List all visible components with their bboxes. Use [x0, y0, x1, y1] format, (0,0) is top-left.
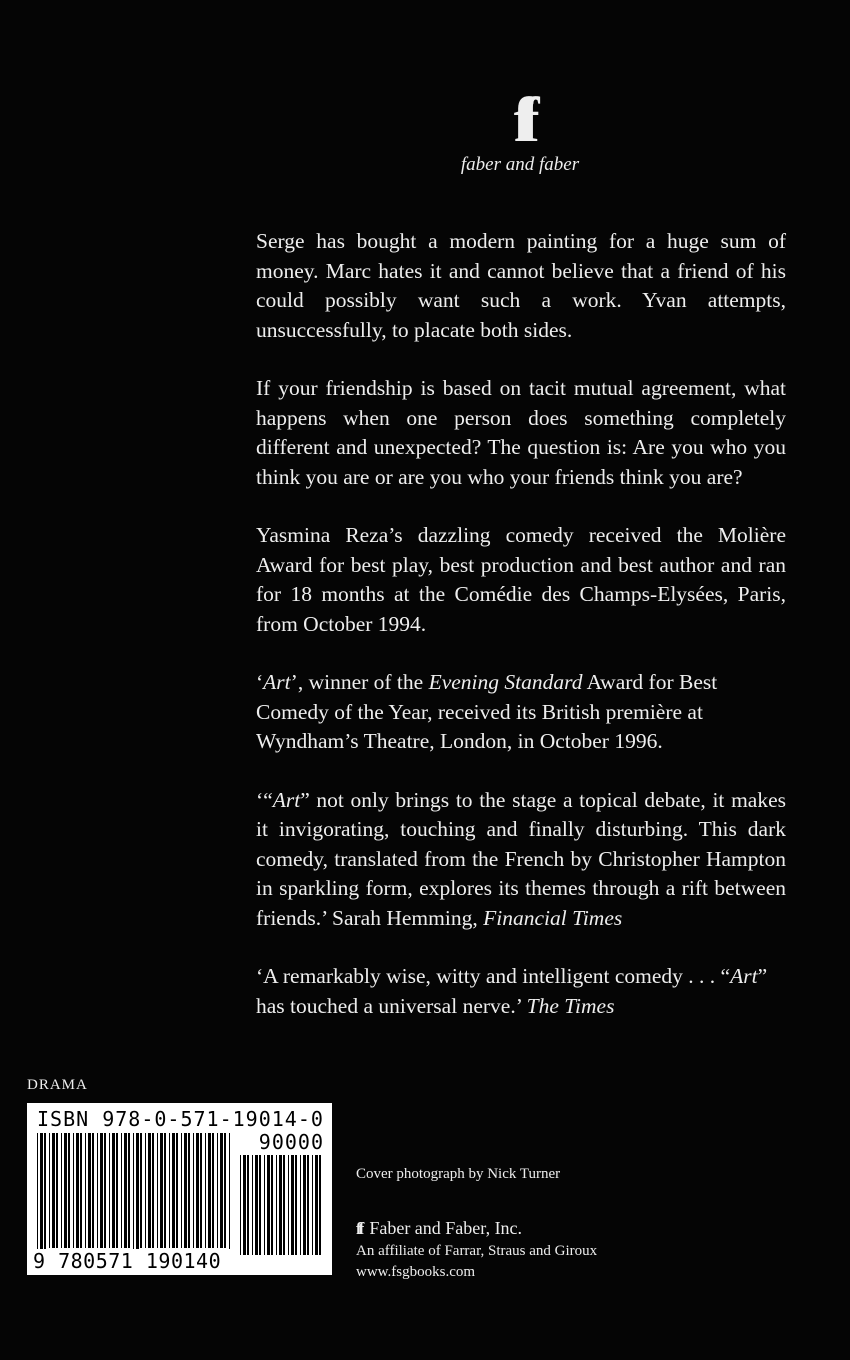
barcode-bar: [61, 1133, 62, 1248]
barcode-bar: [37, 1133, 38, 1258]
barcode-bar: [212, 1133, 214, 1248]
barcode-bar: [279, 1155, 282, 1255]
quote-open: ‘“: [256, 787, 273, 812]
isbn-text: ISBN 978-0-571-19014-0: [37, 1107, 324, 1131]
barcode-bar: [112, 1133, 115, 1248]
barcode-bar: [76, 1133, 79, 1248]
barcode-bar: [312, 1155, 313, 1255]
publisher-block: [356, 1218, 597, 1283]
price-code: 90000: [258, 1130, 324, 1154]
barcode-bar: [56, 1133, 58, 1248]
synopsis-paragraph: [256, 227, 786, 345]
review-times-source: The Times: [526, 993, 615, 1018]
barcode-bar: [220, 1133, 223, 1248]
faber-logo: [440, 84, 600, 176]
publisher-ff-mark: ff: [356, 1219, 362, 1238]
play-title: Art: [263, 670, 291, 694]
isbn-barcode: [27, 1103, 332, 1275]
barcode-bar: [217, 1133, 218, 1248]
premiere-text-a: ’, winner of the: [290, 670, 429, 694]
photo-credit: Cover photograph by Nick Turner: [356, 1166, 561, 1182]
barcode-bar: [85, 1133, 86, 1248]
synopsis-text: Serge has bought a modern painting for a huge sum of money. Marc hates it and cannot believe that a friend of his could possibly want such a work. Yvan attempts, unsuccessfully, to placate both sides.: [256, 229, 786, 342]
barcode-bar: [303, 1155, 306, 1255]
barcode-bar: [121, 1133, 122, 1248]
barcode-bar: [247, 1155, 249, 1255]
barcode-bar: [252, 1155, 253, 1255]
barcode-bar: [208, 1133, 211, 1248]
barcode-bar: [100, 1133, 103, 1248]
evening-standard-title: Evening Standard: [428, 670, 583, 694]
barcode-bar: [295, 1155, 297, 1255]
logo-wordmark: faber and faber: [460, 154, 580, 175]
barcode-bar: [172, 1133, 175, 1248]
review-ft-text: ” not only brings to the stage a topical debate, it makes it invigorating, touching and finally disturbing. This dark comedy, translated from the French by Christopher Hampton in sparkling form, explores its themes through a rift between friends.’ Sarah Hemming,: [256, 787, 786, 930]
barcode-bar: [88, 1133, 91, 1248]
play-title: Art: [730, 964, 758, 988]
barcode-bar: [288, 1155, 289, 1255]
premise-text: If your friendship is based on tacit mutual agreement, what happens when one person does something completely different and unexpected? The question is: Are you who you think you are or are you who your friends think you are?: [256, 376, 786, 489]
barcode-bar: [68, 1133, 70, 1248]
barcode-bar: [164, 1133, 166, 1248]
barcode-bar: [64, 1133, 67, 1248]
barcode-bar: [184, 1133, 187, 1248]
quote-open: ‘: [256, 670, 264, 694]
barcode-bar: [116, 1133, 118, 1248]
barcode-bar: [307, 1155, 309, 1255]
barcode-bar: [40, 1133, 43, 1258]
barcode-bar: [152, 1133, 154, 1248]
barcode-bar: [148, 1133, 151, 1248]
play-title: Art: [272, 787, 301, 812]
barcode-bar: [124, 1133, 127, 1248]
barcode-bar: [300, 1155, 301, 1255]
barcode-bar: [243, 1155, 246, 1255]
barcode-bar: [188, 1133, 190, 1248]
barcode-bar: [140, 1133, 142, 1248]
barcode-bar: [128, 1133, 130, 1248]
barcode-bar: [276, 1155, 277, 1255]
barcode-bar: [264, 1155, 265, 1255]
publisher-url: www.fsgbooks.com: [356, 1264, 476, 1280]
ean-bars: [35, 1133, 235, 1258]
barcode-bar: [240, 1155, 241, 1255]
barcode-bar: [97, 1133, 98, 1248]
barcode-bar: [259, 1155, 261, 1255]
barcode-bar: [315, 1155, 318, 1255]
ff-logo-mark: ff: [513, 84, 527, 155]
barcode-bar: [271, 1155, 273, 1255]
barcode-bar: [104, 1133, 106, 1248]
barcode-bar: [283, 1155, 285, 1255]
publisher-affiliate: An affiliate of Farrar, Straus and Giroux: [356, 1243, 598, 1259]
barcode-bar: [205, 1133, 206, 1248]
barcode-bar: [169, 1133, 170, 1248]
barcode-bar: [49, 1133, 50, 1248]
awards-text: Yasmina Reza’s dazzling comedy received the Molière Award for best play, best production and best author and ran for 18 months at the Comédie des Champs-Elysées, Paris, from October 1994.: [256, 523, 786, 636]
review-ft-source: Financial Times: [483, 905, 623, 930]
barcode-bar: [255, 1155, 258, 1255]
review-ft-paragraph: [256, 786, 786, 934]
premiere-text-b: Award for Best Comedy of the Year, received its British première at Wyndham’s Theatre, London, in October 1996.: [256, 670, 718, 753]
awards-paragraph: [256, 521, 786, 639]
ean-digits: 9 780571 190140: [33, 1249, 233, 1273]
barcode-bar: [196, 1133, 199, 1248]
premiere-paragraph: [256, 668, 786, 757]
barcode-bar: [176, 1133, 178, 1248]
barcode-bar: [267, 1155, 270, 1255]
barcode-bar: [181, 1133, 182, 1248]
barcode-bar: [224, 1133, 226, 1248]
back-cover-blurb: [256, 227, 786, 1050]
barcode-bar: [319, 1155, 321, 1255]
barcode-bar: [80, 1133, 82, 1248]
barcode-bar: [229, 1133, 230, 1258]
barcode-bar: [160, 1133, 163, 1248]
barcode-bar: [44, 1133, 46, 1258]
barcode-bar: [145, 1133, 146, 1248]
category-label: DRAMA: [27, 1077, 88, 1093]
review-times-paragraph: [256, 962, 786, 1021]
publisher-name: Faber and Faber, Inc.: [369, 1218, 523, 1238]
barcode-bar: [193, 1133, 194, 1248]
barcode-bar: [291, 1155, 294, 1255]
barcode-bar: [133, 1133, 134, 1258]
barcode-bar: [109, 1133, 110, 1248]
barcode-bar: [200, 1133, 202, 1248]
review-times-text-a: ‘A remarkably wise, witty and intelligent comedy . . . “: [256, 964, 731, 988]
review-times-text-b: ” has touched a universal nerve.’: [256, 964, 768, 1018]
premise-paragraph: [256, 374, 786, 492]
barcode-bar: [136, 1133, 139, 1258]
barcode-bar: [73, 1133, 74, 1248]
addon-bars: [238, 1155, 326, 1255]
barcode-bar: [157, 1133, 158, 1248]
barcode-bar: [52, 1133, 55, 1248]
barcode-bar: [92, 1133, 94, 1248]
